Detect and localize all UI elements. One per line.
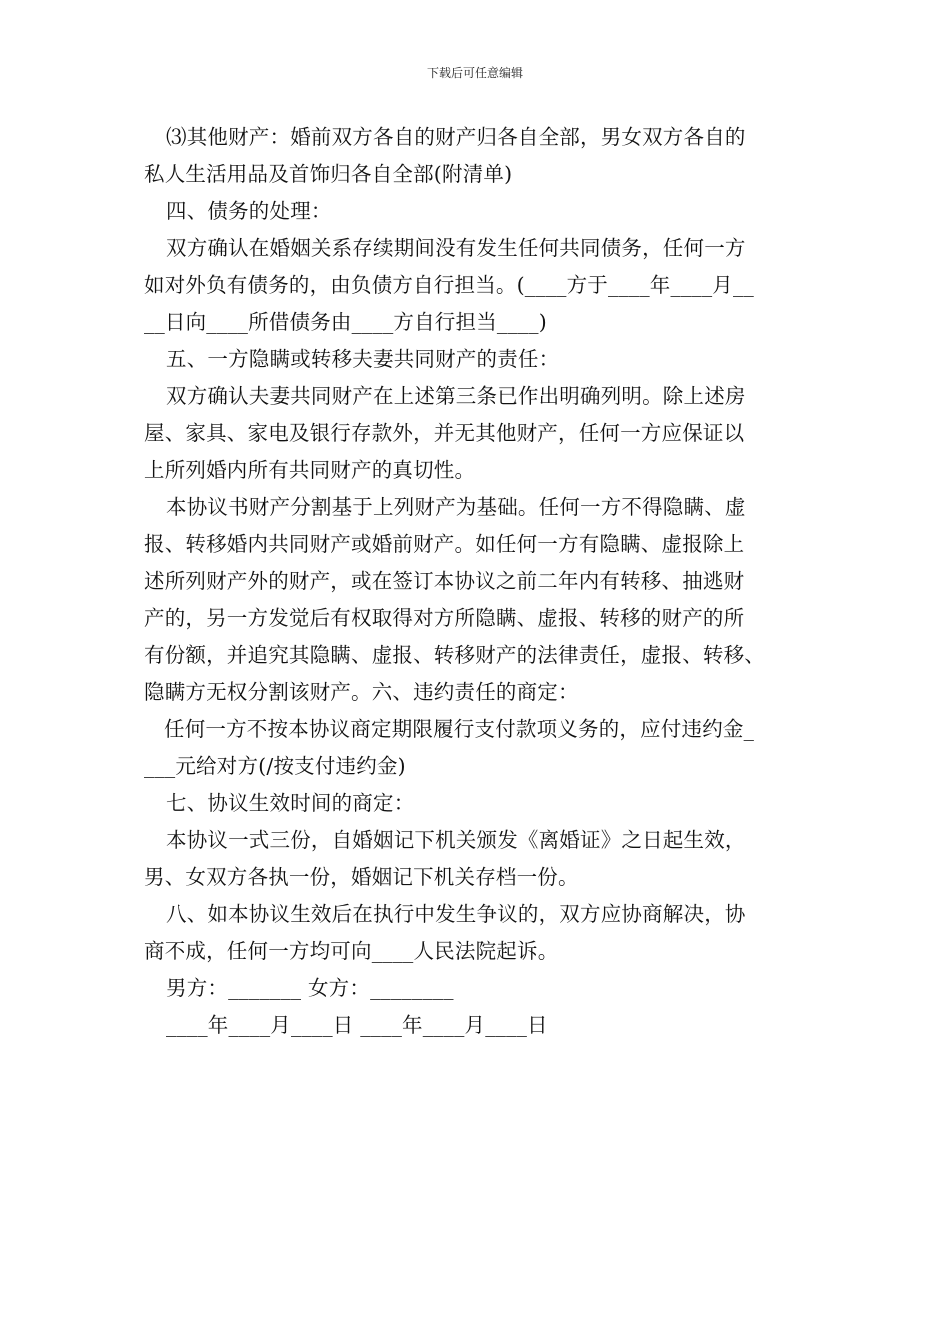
paragraph-line: ⑶其他财产：婚前双方各自的财产归各自全部，男女双方各自的 bbox=[166, 125, 746, 149]
paragraph-line: 男、女双方各执一份，婚姻记下机关存档一份。 bbox=[144, 865, 579, 889]
paragraph-line: 产的，另一方发觉后有权取得对方所隐瞒、虚报、转移的财产的所 bbox=[144, 606, 745, 630]
paragraph-line: 如对外负有债务的，由负债方自行担当。(____方于____年____月__ bbox=[144, 273, 754, 297]
document-body bbox=[144, 119, 824, 1044]
section-heading: 八、如本协议生效后在执行中发生争议的，双方应协商解决，协 bbox=[166, 902, 746, 926]
paragraph-line: 有份额，并追究其隐瞒、虚报、转移财产的法律责任，虚报、转移、 bbox=[144, 643, 765, 667]
paragraph-line: 双方确认在婚姻关系存续期间没有发生任何共同债务，任何一方 bbox=[166, 236, 746, 260]
paragraph-line: 上所列婚内所有共同财产的真切性。 bbox=[144, 458, 476, 482]
paragraph-line: __日向____所借债务由____方自行担当____) bbox=[144, 310, 547, 334]
signature-line: 男方：_______ 女方：________ bbox=[166, 976, 454, 1000]
paragraph-line: 任何一方不按本协议商定期限履行支付款项义务的，应付违约金_ bbox=[164, 717, 755, 741]
date-line: ____年____月____日 ____年____月____日 bbox=[166, 1013, 548, 1037]
paragraph-line: 双方确认夫妻共同财产在上述第三条已作出明确列明。除上述房 bbox=[166, 384, 746, 408]
page-header: 下载后可任意编辑 bbox=[426, 66, 523, 80]
paragraph-line: 本协议一式三份，自婚姻记下机关颁发《离婚证》之日起生效， bbox=[166, 828, 746, 852]
paragraph-line: 述所列财产外的财产，或在签订本协议之前二年内有转移、抽逃财 bbox=[144, 569, 745, 593]
section-heading: 五、一方隐瞒或转移夫妻共同财产的责任： bbox=[166, 347, 560, 371]
paragraph-line: 商不成，任何一方均可向____人民法院起诉。 bbox=[144, 939, 559, 963]
paragraph-line: 屋、家具、家电及银行存款外，并无其他财产，任何一方应保证以 bbox=[144, 421, 745, 445]
paragraph-line: 隐瞒方无权分割该财产。六、违约责任的商定： bbox=[144, 680, 579, 704]
paragraph-line: 本协议书财产分割基于上列财产为基础。任何一方不得隐瞒、虚 bbox=[166, 495, 746, 519]
paragraph-line: 私人生活用品及首饰归各自全部(附清单) bbox=[144, 162, 513, 186]
section-heading: 七、协议生效时间的商定： bbox=[166, 791, 415, 815]
paragraph-line: 报、转移婚内共同财产或婚前财产。如任何一方有隐瞒、虚报除上 bbox=[144, 532, 745, 556]
paragraph-line: ___元给对方(/按支付违约金) bbox=[144, 754, 406, 778]
section-heading: 四、债务的处理： bbox=[166, 199, 332, 223]
